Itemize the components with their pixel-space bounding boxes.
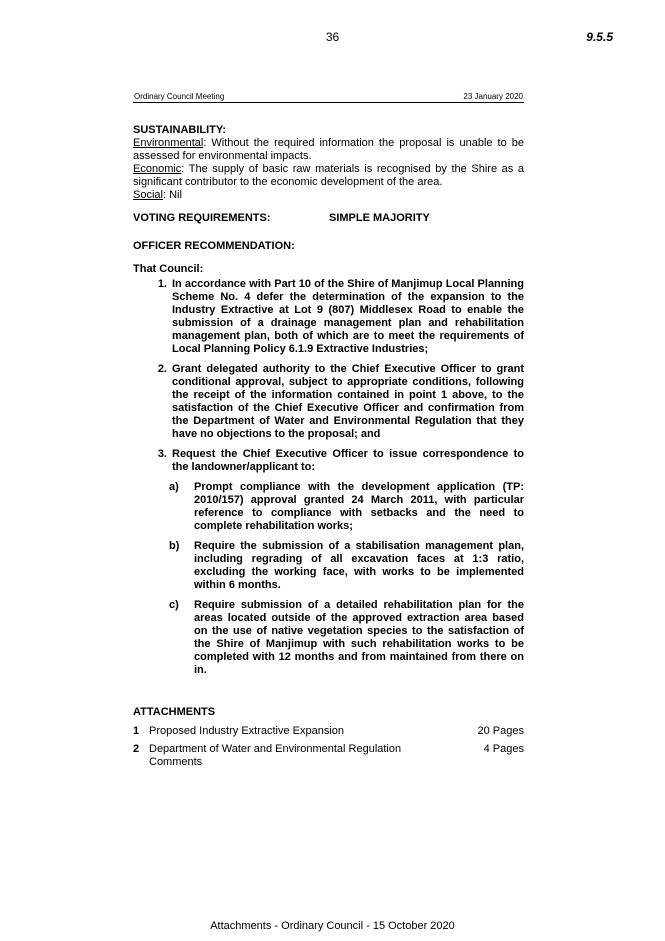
meeting-date: 23 January 2020 xyxy=(463,92,523,101)
sub-item-letter: b) xyxy=(169,540,180,552)
item-reference: 9.5.5 xyxy=(586,30,613,44)
attachment-number: 2 xyxy=(133,743,140,755)
officer-recommendation-heading: OFFICER RECOMMENDATION: xyxy=(133,240,295,252)
item-number: 2. xyxy=(157,363,167,375)
item-text: In accordance with Part 10 of the Shire of Manjimup Local Planning Scheme No. 4 defer the determination of the expansion to the Industry Extractive at Lot 9 (807) Middlesex Road to enable the submission of a drainage management plan and rehabilitation management plan, both of which are to meet the requirements of Local Planning Policy 6.1.9 Extractive Industries; xyxy=(172,278,524,355)
attachment-row xyxy=(133,743,524,769)
recommendation-item xyxy=(133,363,524,441)
recommendation-intro: That Council: xyxy=(133,263,204,275)
voting-label: VOTING REQUIREMENTS: xyxy=(133,212,271,224)
social-label: Social xyxy=(133,189,163,201)
environmental-label: Environmental xyxy=(133,137,204,149)
page-footer: Attachments - Ordinary Council - 15 October 2020 xyxy=(210,920,455,932)
attachment-pages: 4 Pages xyxy=(483,743,524,755)
recommendation-item xyxy=(133,448,524,474)
sub-item-text: Require submission of a detailed rehabilitation plan for the areas located outside of the approved extraction area based on the use of native vegetation species to the satisfaction of the Shire of Manjimup with such rehabilitation works to be completed with 12 months and from maintained from there on in. xyxy=(194,599,524,676)
voting-value: SIMPLE MAJORITY xyxy=(329,212,430,224)
recommendation-sub-item xyxy=(169,599,524,677)
officer-recommendation xyxy=(133,263,524,677)
item-text: Grant delegated authority to the Chief Executive Officer to grant conditional approval, subject to appropriate conditions, following the receipt of the information contained in point 1 above, to the satisfaction of the Chief Executive Officer and confirmation from the Department of Water and Environmental Regulation that they have no objections to the proposal; and xyxy=(172,363,524,440)
sub-item-text: Require the submission of a stabilisation management plan, including regrading of all excavation faces at 1:3 ratio, excluding the working face, with works to be implemented within 6 months. xyxy=(194,540,524,591)
attachment-title: Proposed Industry Extractive Expansion xyxy=(149,725,345,737)
recommendation-sub-item xyxy=(169,540,524,592)
recommendation-item xyxy=(133,278,524,356)
sustainability-section xyxy=(133,124,524,202)
economic-paragraph xyxy=(133,163,524,189)
attachment-pages: 20 Pages xyxy=(477,725,524,737)
recommendation-sub-item xyxy=(169,481,524,533)
environmental-paragraph xyxy=(133,137,524,163)
environmental-text: : Without the required information the proposal is unable to be assessed for environmental impacts. xyxy=(133,137,524,162)
social-paragraph xyxy=(133,189,524,202)
sustainability-heading: SUSTAINABILITY: xyxy=(133,124,227,136)
attachments-heading: ATTACHMENTS xyxy=(133,706,216,718)
sub-item-letter: a) xyxy=(169,481,179,493)
attachment-row xyxy=(133,725,524,738)
sub-item-letter: c) xyxy=(169,599,179,611)
voting-requirements xyxy=(133,212,524,225)
social-text: : Nil xyxy=(162,189,182,201)
attachment-title: Department of Water and Environmental Regulation Comments xyxy=(149,743,402,768)
header-divider xyxy=(133,102,524,103)
item-number: 3. xyxy=(157,448,167,460)
sub-item-text: Prompt compliance with the development application (TP: 2010/157) approval granted 24 March 2011, with particular reference to compliance with setbacks and the need to complete rehabilitation works; xyxy=(194,481,524,532)
item-number: 1. xyxy=(157,278,167,290)
page-number: 36 xyxy=(325,30,340,44)
meeting-name: Ordinary Council Meeting xyxy=(134,92,225,101)
economic-text: : The supply of basic raw materials is recognised by the Shire as a significant contributor to the economic development of the area. xyxy=(133,163,524,188)
attachment-number: 1 xyxy=(133,725,140,737)
economic-label: Economic xyxy=(133,163,182,175)
item-text: Request the Chief Executive Officer to issue correspondence to the landowner/applicant to: xyxy=(172,448,524,473)
document-body xyxy=(133,124,524,774)
